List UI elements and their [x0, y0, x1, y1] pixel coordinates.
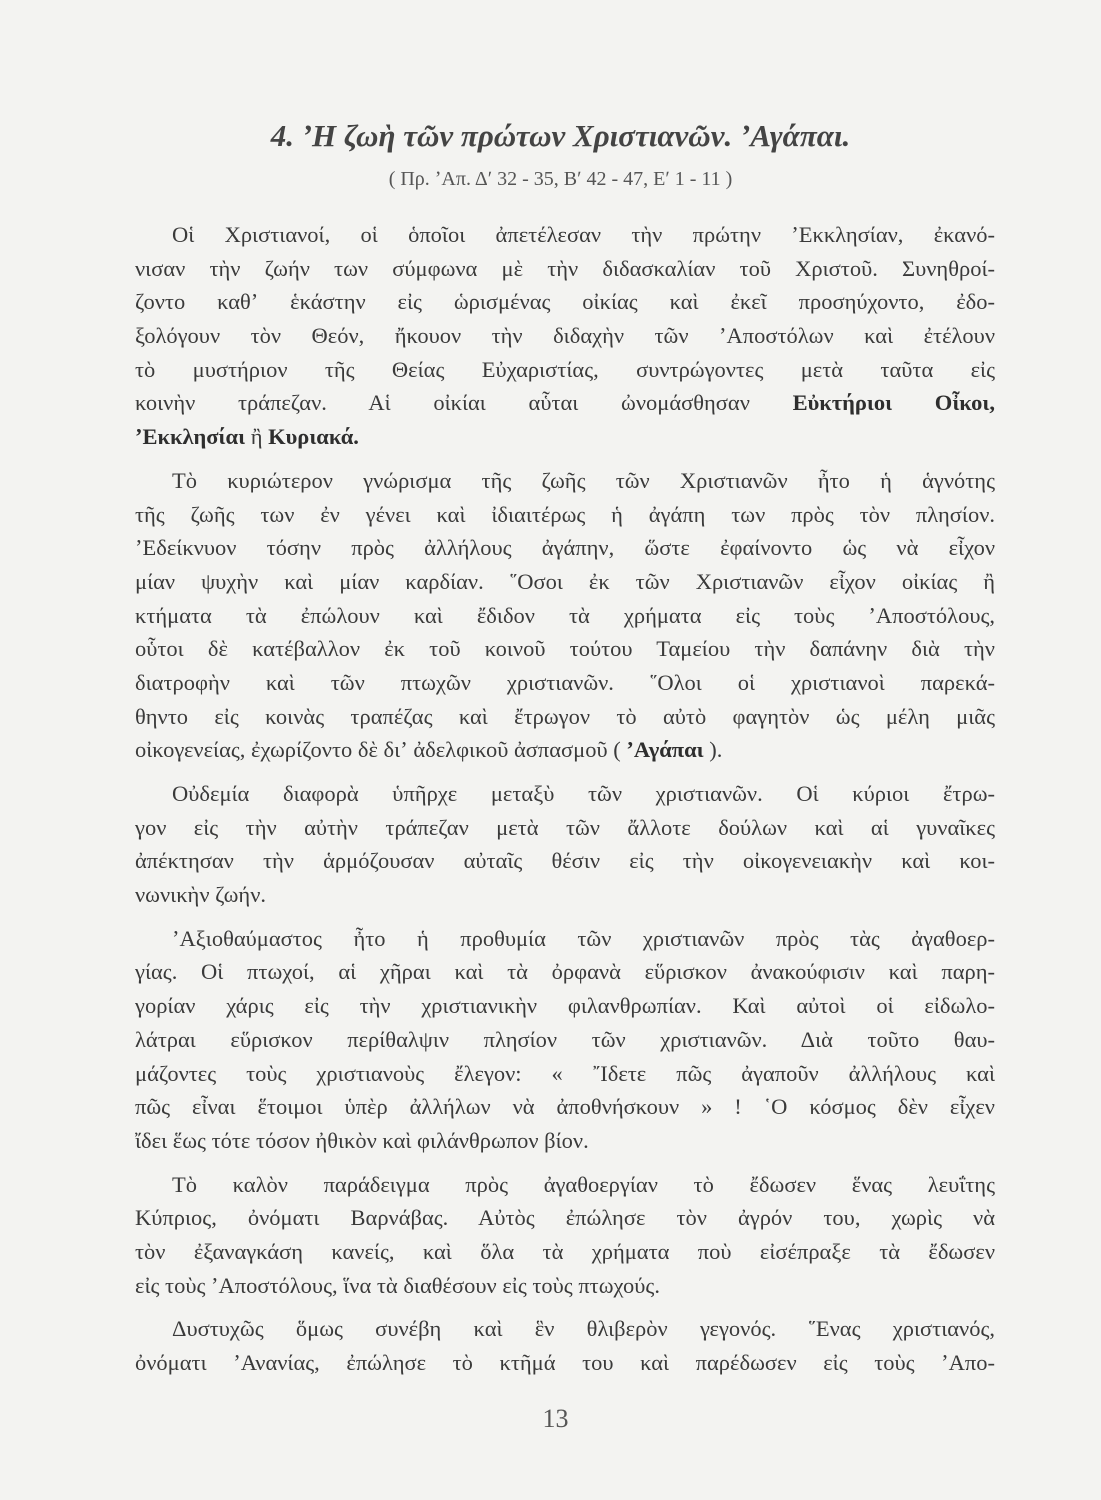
chapter-title: 4. ʼΗ ζωὴ τῶν πρώτων Χριστιανῶν. ʼΑγάπαι.: [270, 118, 851, 153]
text-segment: οἰκογενείας, ἐχωρίζοντο δὲ διʼ ἀδελφικοῦ ἀσπασμοῦ (: [135, 737, 627, 763]
text-segment: κοινὴν τράπεζαν. Αἱ οἰκίαι αὗται ὠνομάσθησαν: [135, 390, 793, 416]
text-segment: τὸν ἐξαναγκάση κανείς, καὶ ὅλα τὰ χρήματα ποὺ εἰσέπραξε τὰ ἔδωσεν: [135, 1238, 995, 1264]
bold-term: Εὐκτήριοι Οἶκοι,: [792, 390, 995, 416]
text-line: [135, 285, 995, 319]
text-segment: Τὸ κυριώτερον γνώρισμα τῆς ζωῆς τῶν Χριστιανῶν ἦτο ἡ ἁγνότης: [172, 467, 995, 493]
text-line: [135, 733, 995, 767]
text-line: [135, 1023, 995, 1057]
bold-term: Κυριακά.: [268, 424, 359, 450]
text-segment: ἴδει ἕως τότε τόσον ἠθικὸν καὶ φιλάνθρωπον βίον.: [135, 1127, 589, 1153]
text-segment: πῶς εἶναι ἕτοιμοι ὑπὲρ ἀλλήλων νὰ ἀποθνήσκουν » ! ῾Ο κόσμος δὲν εἶχεν: [135, 1094, 995, 1120]
text-line: [135, 386, 995, 420]
paragraph: [135, 464, 995, 767]
text-line: [135, 955, 995, 989]
text-segment: μίαν ψυχὴν καὶ μίαν καρδίαν. ῞Οσοι ἐκ τῶν Χριστιανῶν εἶχον οἰκίας ἢ: [135, 568, 995, 594]
text-segment: ξολόγουν τὸν Θεόν, ἤκουον τὴν διδαχὴν τῶν ʼΑποστόλων καὶ ἐτέλουν: [135, 323, 995, 349]
text-line: [135, 498, 995, 532]
bold-term: ʼΑγάπαι: [626, 737, 704, 763]
text-line: [135, 1346, 995, 1380]
text-line: [135, 1312, 995, 1346]
paragraph: [135, 1312, 995, 1379]
text-line: [135, 599, 995, 633]
text-segment: ἀπέκτησαν τὴν ἁρμόζουσαν αὐταῖς θέσιν εἰς τὴν οἰκογενειακὴν καὶ κοι-: [135, 848, 995, 874]
paragraph: [135, 777, 995, 912]
text-line: [135, 464, 995, 498]
paragraph: [135, 218, 995, 454]
text-line: [135, 844, 995, 878]
text-line: [135, 1269, 995, 1303]
text-line: [135, 1235, 995, 1269]
text-line: [135, 252, 995, 286]
text-line: [135, 632, 995, 666]
text-segment: εἰς τοὺς ʼΑποστόλους, ἵνα τὰ διαθέσουν εἰς τοὺς πτωχούς.: [135, 1272, 660, 1298]
text-line: [135, 1168, 995, 1202]
text-segment: ζοντο καθʼ ἑκάστην εἰς ὡρισμένας οἰκίας καὶ ἐκεῖ προσηύχοντο, ἐδο-: [135, 289, 995, 315]
text-line: [135, 878, 995, 912]
text-line: [135, 1201, 995, 1235]
text-line: [135, 922, 995, 956]
text-segment: ὀνόματι ʼΑνανίας, ἐπώλησε τὸ κτῆμά του καὶ παρέδωσεν εἰς τοὺς ʼΑπο-: [135, 1350, 995, 1375]
text-line: [135, 531, 995, 565]
text-segment: διατροφὴν καὶ τῶν πτωχῶν χριστιανῶν. ῞Ολοι οἱ χριστιανοὶ παρεκά-: [135, 669, 995, 695]
text-segment: ʼΕδείκνυον τόσην πρὸς ἀλλήλους ἀγάπην, ὥστε ἐφαίνοντο ὡς νὰ εἶχον: [135, 535, 995, 561]
text-segment: γίας. Οἱ πτωχοί, αἱ χῆραι καὶ τὰ ὀρφανὰ εὕρισκον ἀνακούφισιν καὶ παρη-: [135, 959, 995, 985]
text-segment: Κύπριος, ὀνόματι Βαρνάβας. Αὐτὸς ἐπώλησε τὸν ἀγρόν του, χωρὶς νὰ: [135, 1205, 995, 1231]
text-line: [135, 565, 995, 599]
text-segment: Τὸ καλὸν παράδειγμα πρὸς ἀγαθοεργίαν τὸ ἔδωσεν ἕνας λευΐτης: [172, 1171, 995, 1197]
text-line: [135, 666, 995, 700]
paragraph: [135, 1168, 995, 1303]
text-line: [135, 1090, 995, 1124]
text-line: [135, 777, 995, 811]
text-segment: θηντο εἰς κοινὰς τραπέζας καὶ ἔτρωγον τὸ αὐτὸ φαγητὸν ὡς μέλη μιᾶς: [135, 703, 995, 729]
text-segment: ).: [703, 737, 723, 763]
scripture-citation: ( Πρ. ʼΑπ. Δʹ 32 - 35, Βʹ 42 - 47, Εʹ 1 - 11 ): [388, 168, 733, 190]
text-line: [135, 1057, 995, 1091]
text-segment: νισαν τὴν ζωήν των σύμφωνα μὲ τὴν διδασκαλίαν τοῦ Χριστοῦ. Συνηθροί-: [135, 255, 995, 281]
text-segment: τῆς ζωῆς των ἐν γένει καὶ ἰδιαιτέρως ἡ ἀγάπη των πρὸς τὸν πλησίον.: [135, 501, 995, 527]
text-line: [135, 1124, 995, 1158]
text-segment: νωνικὴν ζωήν.: [135, 882, 266, 908]
bold-term: ʼΕκκλησίαι: [135, 424, 246, 450]
text-segment: Οἱ Χριστιανοί, οἱ ὁποῖοι ἀπετέλεσαν τὴν πρώτην ʼΕκκλησίαν, ἐκανό-: [172, 222, 995, 247]
text-segment: τὸ μυστήριον τῆς Θείας Εὐχαριστίας, συντρώγοντες μετὰ ταῦτα εἰς: [135, 356, 995, 382]
text-segment: Δυστυχῶς ὅμως συνέβη καὶ ἓν θλιβερὸν γεγονός. ῞Ενας χριστιανός,: [172, 1316, 995, 1342]
text-line: [135, 353, 995, 387]
text-segment: ἢ: [245, 424, 269, 450]
text-segment: γορίαν χάρις εἰς τὴν χριστιανικὴν φιλανθρωπίαν. Καὶ αὐτοὶ οἱ εἰδωλο-: [135, 993, 995, 1019]
body-text: [135, 208, 995, 1380]
text-line: [135, 989, 995, 1023]
text-segment: μάζοντες τοὺς χριστιανοὺς ἔλεγον: « ῎Ιδετε πῶς ἀγαποῦν ἀλλήλους καὶ: [135, 1060, 995, 1086]
text-segment: οὗτοι δὲ κατέβαλλον ἐκ τοῦ κοινοῦ τούτου Ταμείου τὴν δαπάνην διὰ τὴν: [135, 636, 995, 662]
text-line: [135, 218, 995, 252]
text-line: [135, 319, 995, 353]
text-line: [135, 811, 995, 845]
text-segment: ʼΑξιοθαύμαστος ἦτο ἡ προθυμία τῶν χριστιανῶν πρὸς τὰς ἀγαθοερ-: [172, 925, 995, 951]
text-segment: Οὐδεμία διαφορὰ ὑπῆρχε μεταξὺ τῶν χριστιανῶν. Οἱ κύριοι ἔτρω-: [172, 781, 995, 806]
text-line: [135, 700, 995, 734]
paragraph: [135, 922, 995, 1158]
text-line: [135, 420, 995, 454]
text-segment: λάτραι εὕρισκον περίθαλψιν πλησίον τῶν χριστιανῶν. Διὰ τοῦτο θαυ-: [135, 1026, 995, 1052]
text-segment: κτήματα τὰ ἐπώλουν καὶ ἔδιδον τὰ χρήματα εἰς τοὺς ʼΑποστόλους,: [135, 602, 995, 628]
page-number: 13: [542, 1404, 569, 1433]
text-segment: γον εἰς τὴν αὐτὴν τράπεζαν μετὰ τῶν ἄλλοτε δούλων καὶ αἱ γυναῖκες: [135, 814, 995, 840]
